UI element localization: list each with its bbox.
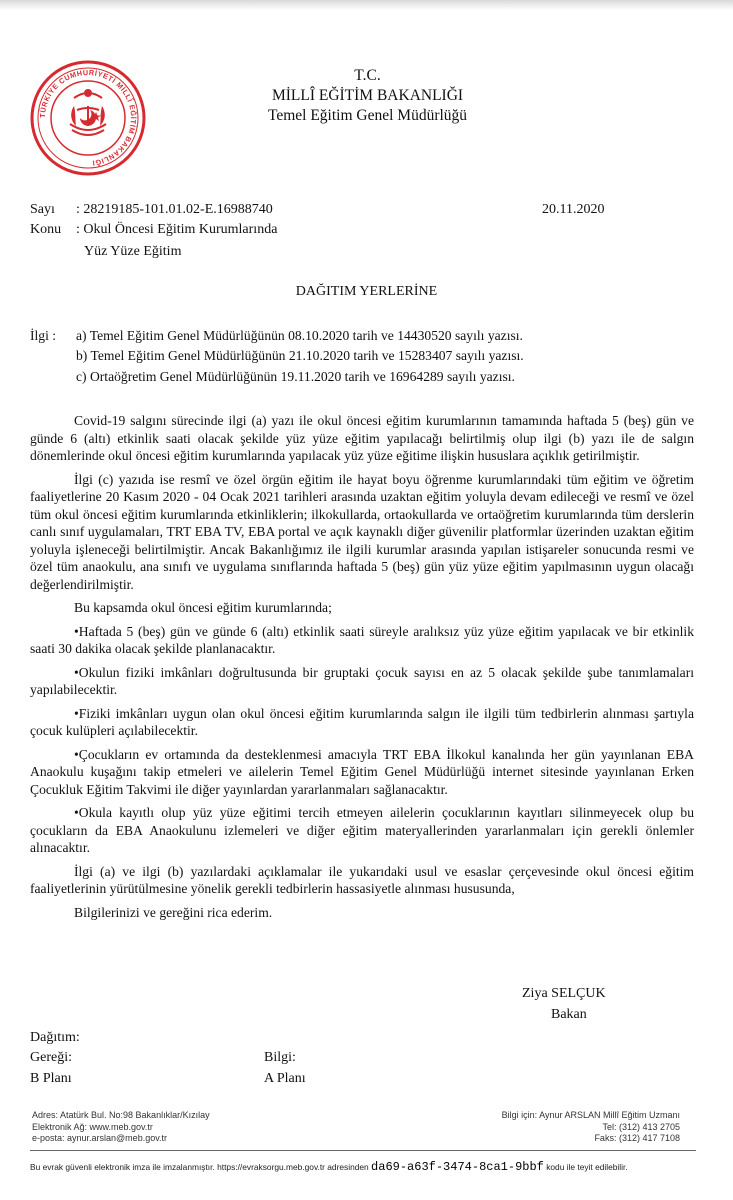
footer-address: Adres: Atatürk Bul. No:98 Bakanlıklar/Kızılay	[32, 1110, 210, 1120]
footer-contact: Bilgi için: Aynur ARSLAN Millî Eğitim Uzmanı	[501, 1110, 680, 1120]
konu-label: Konu	[30, 222, 62, 237]
verification-code: da69-a63f-3474-8ca1-9bbf	[371, 1160, 544, 1174]
geregi-label: Gereği:	[30, 1050, 72, 1065]
footer-email: e-posta: aynur.arslan@meb.gov.tr	[32, 1133, 168, 1143]
letter-body	[30, 412, 694, 921]
bilgi-value: A Planı	[264, 1071, 306, 1086]
letterhead	[190, 66, 545, 126]
bullet-1: •Haftada 5 (beş) gün ve günde 6 (altı) etkinlik saati süreyle aralıksız yüz yüze eğitim yapılacak ve bir etkinlik saati 30 dakika olacak şekilde planlanacaktır.	[30, 623, 694, 656]
footer-left	[32, 1110, 210, 1145]
paragraph-2: İlgi (c) yazıda ise resmî ve özel örgün eğitim ile hayat boyu öğrenme kurumlarındaki tüm eğitim ve öğretim faaliyetlerine 20 Kasım 2020 - 04 Ocak 2021 tarihleri arasında uzaktan eğitim yoluyla devam edileceği ve resmî ve özel tüm okul öncesi eğitim kurumlarında etkinliklerin; ilkokullarda, ortaokullarda ve ortaöğretim kurumlarında tüm derslerin canlı sınıf uygulamaları, TRT EBA TV, EBA portal ve açık kaynaklı diğer güvenilir platformlar üzerinden uzaktan eğitim yoluyla işleneceği belirtilmiştir. Ancak Bakanlığımız ile ilgili kurumlar arasında yapılan istişareler sonucunda resmi ve özel tüm anaokulu, ana sınıfı ve uygulama sınıflarında haftada 5 (beş) gün yüz yüze eğitim yapılmasının uygun olacağı değerlendirilmiştir.	[30, 471, 694, 592]
svg-text:TÜRKİYE CUMHURİYETİ MİLLÎ EĞİT: TÜRKİYE CUMHURİYETİ MİLLÎ EĞİTİM BAKANLIĞI	[37, 67, 139, 168]
sayi-label: Sayı	[30, 202, 55, 217]
footer-right	[420, 1110, 680, 1145]
ilgi-label: İlgi :	[30, 328, 57, 343]
bullet-2: •Okulun fiziki imkânları doğrultusunda bir gruptaki çocuk sayısı en az 5 olacak şekilde şube tanımlamaları yapılabilecektir.	[30, 664, 694, 697]
signatory-name: Ziya SELÇUK	[522, 986, 606, 1001]
paragraph-1: Covid-19 salgını sürecinde ilgi (a) yazı ile okul öncesi eğitim kurumlarının tamamında haftada 5 (beş) gün ve günde 6 (altı) etkinlik saati olacak şekilde yüz yüze eğitim yapılacağı belirtilmiş olup ilgi (b) yazı ile de salgın dönemlerinde okul öncesi eğitim kurumlarında yapılacak yüz yüze eğitime ilişkin hususlara açıklık getirilmiştir.	[30, 413, 694, 463]
header-tc: T.C.	[354, 67, 381, 84]
header-ministry: MİLLÎ EĞİTİM BAKANLIĞI	[271, 87, 464, 104]
header-directorate: Temel Eğitim Genel Müdürlüğü	[267, 107, 468, 124]
paragraph-3: Bu kapsamda okul öncesi eğitim kurumlarında;	[74, 600, 332, 615]
distribution-label: Dağıtım:	[30, 1030, 80, 1045]
signatory-title: Bakan	[551, 1007, 587, 1022]
konu-line-2: Yüz Yüze Eğitim	[84, 244, 182, 259]
verification-line	[30, 1160, 696, 1174]
ilgi-c: c) Ortaöğretim Genel Müdürlüğünün 19.11.2020 tarih ve 16964289 sayılı yazısı.	[76, 369, 515, 384]
paragraph-5: Bilgilerinizi ve gereğini rica ederim.	[74, 904, 273, 920]
scan-edge-shade	[0, 0, 733, 10]
verification-suffix: kodu ile teyit edilebilir.	[546, 1162, 628, 1172]
recipient-title: DAĞITIM YERLERİNE	[295, 284, 438, 299]
geregi-value: B Planı	[30, 1071, 72, 1086]
bullet-4: •Çocukların ev ortamında da desteklenmesi amacıyla TRT EBA İlkokul kanalında her gün yayınlanan EBA Anaokulu kuşağını takip etmeleri ve ailelerin Temel Eğitim Genel Müdürlüğü internet sitesinde yayınlanan Erken Çocukluk Eğitim Takvimi ile diğer yayınlardan yararlanmaları sağlanacaktır.	[30, 746, 694, 797]
footer-web: Elektronik Ağ: www.meb.gov.tr	[32, 1121, 153, 1132]
document-date: 20.11.2020	[542, 202, 605, 217]
bullet-5: •Okula kayıtlı olup yüz yüze eğitimi tercih etmeyen ailelerin çocuklarının kayıtları silinmeyecek olup bu çocukların da EBA Anaokulunu izlemeleri ve diğer eğitim materyallerinden yararlanmaları için gerekli önlemler alınacaktır.	[30, 805, 694, 855]
footer-tel: Tel: (312) 413 2705	[602, 1121, 680, 1132]
paragraph-4: İlgi (a) ve ilgi (b) yazılardaki açıklamalar ile yukarıdaki usul ve esaslar çerçevesinde okul öncesi eğitim faaliyetlerinin yürütülmesine yönelik gerekli tedbirlerin hassasiyetle alınması hususunda,	[30, 863, 694, 896]
ministry-seal-logo	[30, 60, 146, 176]
footer-divider	[30, 1150, 696, 1151]
bullet-3: •Fiziki imkânları uygun olan okul öncesi eğitim kurumlarında salgın ile ilgili tüm tedbirlerin alınması şartıyla çocuk kulüpleri açılabilecektir.	[30, 705, 694, 738]
konu-line-1: : Okul Öncesi Eğitim Kurumlarında	[76, 222, 278, 237]
bilgi-label: Bilgi:	[264, 1050, 296, 1065]
ilgi-a: a) Temel Eğitim Genel Müdürlüğünün 08.10.2020 tarih ve 14430520 sayılı yazısı.	[76, 328, 523, 343]
ilgi-b: b) Temel Eğitim Genel Müdürlüğünün 21.10.2020 tarih ve 15283407 sayılı yazısı.	[76, 348, 524, 363]
sayi-value: : 28219185-101.01.02-E.16988740	[76, 202, 273, 217]
footer-fax: Faks: (312) 417 7108	[594, 1133, 680, 1143]
verification-text: Bu evrak güvenli elektronik imza ile imzalanmıştır. https://evraksorgu.meb.gov.tr adresinden	[30, 1162, 369, 1172]
